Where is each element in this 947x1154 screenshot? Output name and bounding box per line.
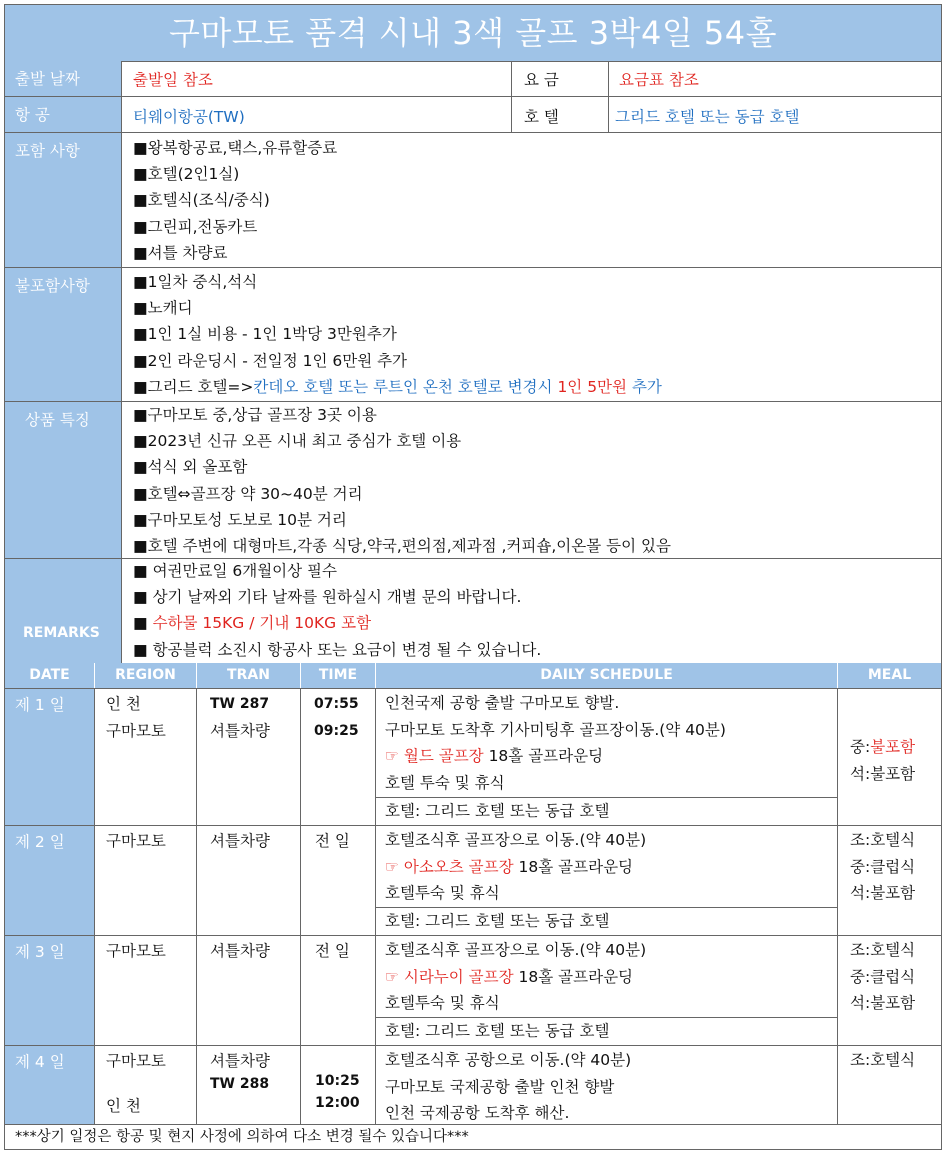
col-header-date: DATE bbox=[5, 663, 95, 688]
list-item: ■왕복항공료,택스,유류할증료 bbox=[133, 139, 338, 157]
tour-document bbox=[4, 4, 942, 1150]
meal-cell bbox=[838, 826, 941, 935]
depart-row bbox=[5, 61, 941, 97]
excluded-list bbox=[133, 269, 662, 400]
remarks-label-cell bbox=[5, 559, 122, 663]
list-item: ■노캐디 bbox=[133, 299, 193, 318]
golf-round-text: 18홀 골프라운딩 bbox=[513, 967, 634, 986]
meal-text: 조:호텔식 bbox=[850, 1051, 916, 1069]
day-label-cell bbox=[5, 826, 95, 935]
time-text: 09:25 bbox=[314, 722, 359, 739]
list-item: ■그린피,전동카트 bbox=[133, 217, 258, 236]
pointing-hand-icon: ☞ bbox=[385, 857, 399, 876]
baggage-prefix: ■ bbox=[133, 614, 153, 633]
hotel-label: 호 텔 bbox=[524, 108, 559, 126]
hotel-line: 호텔: 그리드 호텔 또는 동급 호텔 bbox=[376, 797, 837, 825]
baggage-text: 수하물 15KG / 기내 10KG 포함 bbox=[152, 614, 372, 633]
remarks-label: REMARKS bbox=[23, 625, 100, 641]
hotel-change-price: 1인 5만원 bbox=[557, 377, 628, 396]
day-label-cell bbox=[5, 936, 95, 1045]
schedule-line: 호텔조식후 골프장으로 이동.(약 40분) bbox=[385, 831, 647, 849]
tran-text: TW 287 bbox=[210, 696, 270, 712]
day-label-cell bbox=[5, 689, 95, 825]
day-label-cell bbox=[5, 1046, 95, 1124]
list-item: ■호텔식(조식/중식) bbox=[133, 191, 270, 210]
list-item: ■2인 라운딩시 - 전일정 1인 6만원 추가 bbox=[133, 351, 408, 370]
daily-cell bbox=[376, 689, 838, 825]
day-label: 제 1 일 bbox=[15, 696, 65, 714]
col-header-tran: TRAN bbox=[197, 663, 301, 688]
depart-label: 출발 날짜 bbox=[15, 70, 80, 88]
included-list bbox=[133, 135, 337, 266]
tran-cell bbox=[197, 689, 301, 825]
schedule-line bbox=[385, 743, 837, 770]
depart-label-cell bbox=[5, 61, 122, 96]
region-cell bbox=[95, 936, 197, 1045]
region-text: 인 천 bbox=[106, 695, 141, 713]
schedule-line: 구마모토 도착후 기사미팅후 골프장이동.(약 40분) bbox=[385, 720, 726, 739]
day-label: 제 2 일 bbox=[15, 833, 65, 851]
list-item: ■호텔 주변에 대형마트,각종 식당,약국,편의점,제과점 ,커피숍,이온몰 등이 있음 bbox=[133, 536, 671, 555]
schedule-line: 호텔조식후 공항으로 이동.(약 40분) bbox=[385, 1051, 632, 1069]
schedule-line: 인천국제 공항 출발 구마모토 향발. bbox=[385, 694, 620, 712]
region-text: 구마모토 bbox=[106, 721, 166, 740]
meal-text bbox=[850, 734, 941, 761]
features-label: 상품 특징 bbox=[25, 411, 90, 429]
schedule-line bbox=[385, 854, 837, 881]
list-item: ■ 상기 날짜외 기타 날짜를 원하실시 개별 문의 바랍니다. bbox=[133, 588, 522, 607]
list-item: ■호텔(2인1실) bbox=[133, 165, 240, 184]
schedule-line: 호텔조식후 골프장으로 이동.(약 40분) bbox=[385, 941, 647, 959]
airline-label-cell bbox=[5, 97, 122, 132]
meal-text: 석:불포함 bbox=[850, 884, 916, 902]
meal-text: 중:클럽식 bbox=[850, 857, 916, 876]
pointing-hand-icon: ☞ bbox=[385, 967, 399, 986]
tran-text: 셔틀차량 bbox=[210, 832, 270, 850]
time-text: 12:00 bbox=[315, 1095, 360, 1111]
golf-course-name: 아소오츠 골프장 bbox=[403, 857, 514, 876]
list-item: ■석식 외 올포함 bbox=[133, 458, 248, 477]
time-cell bbox=[301, 936, 376, 1045]
time-text: 전 일 bbox=[315, 942, 350, 960]
remarks-list bbox=[133, 558, 541, 663]
list-item bbox=[133, 610, 541, 636]
list-item: ■셔틀 차량료 bbox=[133, 243, 228, 262]
meal-text: 중:클럽식 bbox=[850, 967, 916, 986]
golf-course-name: 월드 골프장 bbox=[403, 747, 484, 765]
hotel-value: 그리드 호텔 또는 동급 호텔 bbox=[615, 108, 800, 126]
schedule-row-day1 bbox=[5, 688, 941, 825]
schedule-line: 호텔투숙 및 휴식 bbox=[385, 994, 500, 1012]
hotel-line: 호텔: 그리드 호텔 또는 동급 호텔 bbox=[376, 1017, 837, 1045]
day-label: 제 3 일 bbox=[15, 943, 65, 961]
tran-text: 셔틀차량 bbox=[210, 1052, 270, 1070]
included-label-cell bbox=[5, 133, 122, 267]
region-cell bbox=[95, 1046, 197, 1124]
list-item bbox=[133, 374, 662, 400]
meal-text: 석:불포함 bbox=[850, 994, 916, 1012]
region-text: 구마모토 bbox=[106, 1052, 166, 1070]
daily-cell bbox=[376, 1046, 838, 1124]
daily-cell bbox=[376, 936, 838, 1045]
excluded-label-cell bbox=[5, 268, 122, 401]
list-item: ■구마모토 중,상급 골프장 3곳 이용 bbox=[133, 406, 377, 424]
tran-cell bbox=[197, 936, 301, 1045]
list-item: ■호텔⇔골프장 약 30~40분 거리 bbox=[133, 484, 363, 503]
tran-text: 셔틀차량 bbox=[210, 721, 270, 740]
meal-text: 조:호텔식 bbox=[850, 831, 916, 849]
meal-text: 석:불포함 bbox=[850, 764, 916, 783]
region-cell bbox=[95, 826, 197, 935]
time-cell bbox=[301, 1046, 376, 1124]
col-header-region: REGION bbox=[95, 663, 197, 688]
airline-label: 항 공 bbox=[15, 106, 50, 124]
time-text: 전 일 bbox=[315, 832, 350, 850]
hotel-label-cell bbox=[511, 97, 609, 132]
col-header-time: TIME bbox=[301, 663, 376, 688]
remarks-section bbox=[5, 559, 941, 663]
included-section bbox=[5, 133, 941, 268]
col-header-daily: DAILY SCHEDULE bbox=[376, 663, 838, 688]
list-item: ■2023년 신규 오픈 시내 최고 중심가 호텔 이용 bbox=[133, 432, 462, 451]
depart-value: 출발일 참조 bbox=[133, 71, 213, 89]
airline-row bbox=[5, 97, 941, 133]
features-label-cell bbox=[5, 402, 122, 558]
list-item: ■1일차 중식,석식 bbox=[133, 273, 258, 291]
page-title: 구마모토 품격 시내 3색 골프 3박4일 54홀 bbox=[5, 5, 941, 62]
hotel-line: 호텔: 그리드 호텔 또는 동급 호텔 bbox=[376, 907, 837, 935]
list-item: ■ 여권만료일 6개월이상 필수 bbox=[133, 562, 337, 580]
region-text: 인 천 bbox=[106, 1096, 141, 1115]
price-label-cell bbox=[511, 61, 609, 96]
schedule-line bbox=[385, 964, 837, 991]
tran-text: 셔틀차량 bbox=[210, 942, 270, 960]
meal-text: 조:호텔식 bbox=[850, 941, 916, 959]
meal-lunch-prefix: 중: bbox=[850, 738, 871, 756]
day-label: 제 4 일 bbox=[15, 1053, 65, 1071]
schedule-line: 호텔 투숙 및 휴식 bbox=[385, 773, 505, 792]
tran-text: TW 288 bbox=[210, 1075, 270, 1092]
region-cell bbox=[95, 689, 197, 825]
tran-cell bbox=[197, 826, 301, 935]
meal-lunch-value: 불포함 bbox=[870, 738, 916, 756]
price-value: 요금표 참조 bbox=[619, 71, 699, 89]
price-label: 요 금 bbox=[524, 71, 559, 89]
pointing-hand-icon: ☞ bbox=[385, 747, 399, 765]
meal-cell bbox=[838, 936, 941, 1045]
footer-note: ***상기 일정은 항공 및 현지 사정에 의하여 다소 변경 될수 있습니다*** bbox=[5, 1124, 941, 1149]
region-text: 구마모토 bbox=[106, 832, 166, 850]
schedule-row-day2 bbox=[5, 825, 941, 935]
meal-cell bbox=[838, 689, 941, 825]
hotel-change-text: 칸데오 호텔 또는 루트인 온천 호텔로 변경시 bbox=[253, 377, 558, 396]
list-item: ■ 항공블럭 소진시 항공사 또는 요금이 변경 될 수 있습니다. bbox=[133, 640, 542, 659]
hotel-change-prefix: ■그리드 호텔=> bbox=[133, 377, 254, 396]
golf-round-text: 18홀 골프라운딩 bbox=[483, 747, 604, 765]
col-header-meal: MEAL bbox=[838, 663, 941, 688]
list-item: ■구마모토성 도보로 10분 거리 bbox=[133, 510, 347, 529]
time-cell bbox=[301, 689, 376, 825]
time-text: 07:55 bbox=[314, 696, 359, 712]
golf-round-text: 18홀 골프라운딩 bbox=[513, 857, 634, 876]
excluded-section bbox=[5, 268, 941, 402]
excluded-label: 불포함사항 bbox=[15, 277, 90, 295]
airline-value: 티웨이항공(TW) bbox=[133, 108, 245, 126]
time-cell bbox=[301, 826, 376, 935]
schedule-row-day4 bbox=[5, 1045, 941, 1124]
region-text: 구마모토 bbox=[106, 942, 166, 960]
included-label: 포함 사항 bbox=[15, 142, 80, 160]
schedule-row-day3 bbox=[5, 935, 941, 1045]
golf-course-name: 시라누이 골프장 bbox=[403, 967, 514, 986]
schedule-line: 호텔투숙 및 휴식 bbox=[385, 884, 500, 902]
time-text: 10:25 bbox=[315, 1073, 360, 1089]
tran-cell bbox=[197, 1046, 301, 1124]
hotel-change-suffix: 추가 bbox=[627, 377, 662, 396]
features-list bbox=[133, 402, 671, 559]
schedule-line: 구마모토 국제공항 출발 인천 향발 bbox=[385, 1077, 615, 1096]
schedule-line: 인천 국제공항 도착후 해산. bbox=[385, 1104, 570, 1122]
meal-cell bbox=[838, 1046, 941, 1124]
features-section bbox=[5, 402, 941, 559]
list-item: ■1인 1실 비용 - 1인 1박당 3만원추가 bbox=[133, 325, 397, 344]
daily-cell bbox=[376, 826, 838, 935]
